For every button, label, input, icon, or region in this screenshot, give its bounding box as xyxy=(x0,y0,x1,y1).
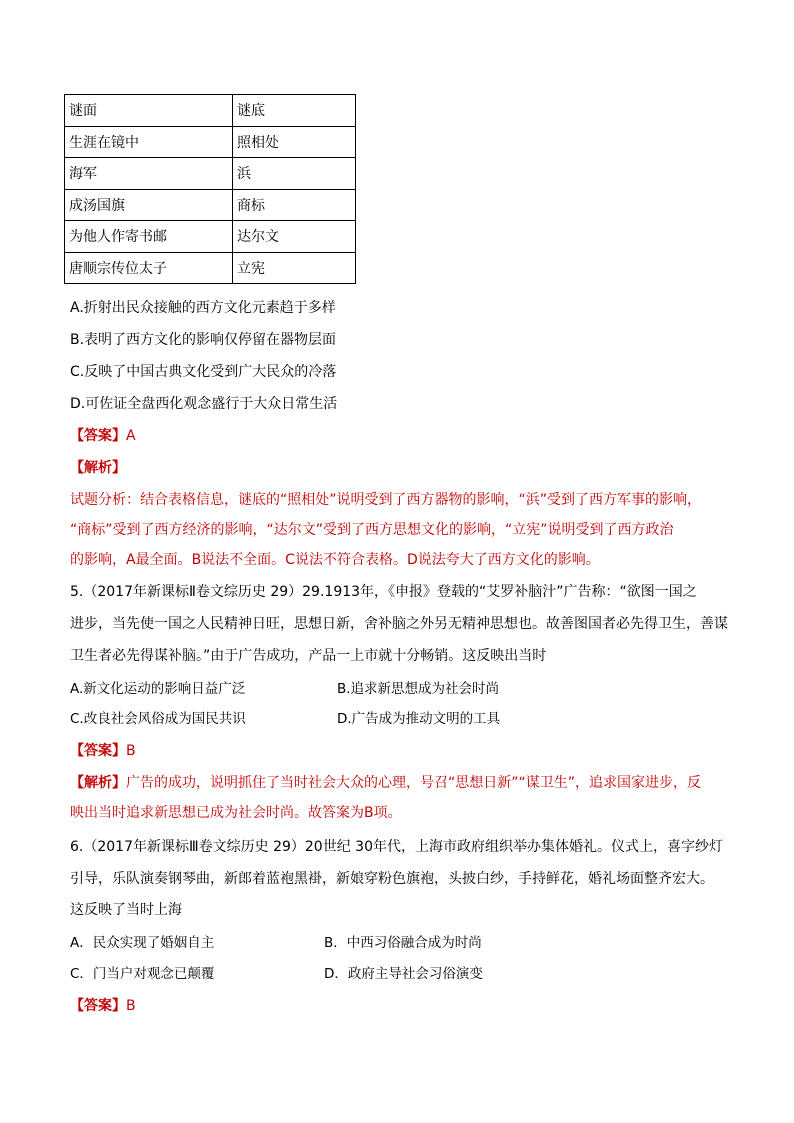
analysis-text: 广告的成功，说明抓住了当时社会大众的心理，号召“思想日新”“谋卫生”，追求国家进步，反 xyxy=(126,775,702,791)
q4-answer xyxy=(70,426,136,446)
table-row xyxy=(65,158,356,190)
table-row xyxy=(65,221,356,253)
answer-value: B xyxy=(126,743,136,759)
q6-option-a: A．民众实现了婚姻自主 xyxy=(70,935,215,951)
table-cell: 海军 xyxy=(65,158,233,190)
answer-label: 【答案】 xyxy=(70,743,126,759)
answer-value: B xyxy=(126,998,136,1014)
table-header-cell: 谜面 xyxy=(65,95,233,127)
riddle-table xyxy=(64,94,356,284)
table-cell: 为他人作寄书邮 xyxy=(65,221,233,253)
table-row xyxy=(65,126,356,158)
q6-option-b: B．中西习俗融合成为时尚 xyxy=(324,935,482,951)
q6-answer xyxy=(70,996,136,1016)
q6-option-d: D．政府主导社会习俗演变 xyxy=(324,966,483,982)
q6-option-c: C．门当户对观念已颠覆 xyxy=(70,966,215,982)
table-cell: 生涯在镜中 xyxy=(65,126,233,158)
table-cell: 浜 xyxy=(233,158,356,190)
table-row xyxy=(65,252,356,284)
q4-analysis-label xyxy=(70,458,126,478)
answer-value: A xyxy=(126,428,136,444)
q4-analysis-line: 试题分析：结合表格信息，谜底的“照相处”说明受到了西方器物的影响，“浜”受到了西方军事的影响， xyxy=(70,492,702,508)
answer-label: 【答案】 xyxy=(70,428,126,444)
q4-option-d: D.可佐证全盘西化观念盛行于大众日常生活 xyxy=(70,396,338,412)
q5-analysis-line-2: 映出当时追求新思想已成为社会时尚。故答案为B项。 xyxy=(70,805,402,821)
q6-stem-line: 引导，乐队演奏钢琴曲，新郎着蓝袍黑褂，新娘穿粉色旗袍，头披白纱，手持鲜花，婚礼场面整齐宏大。 xyxy=(70,871,714,887)
q5-option-b: B.追求新思想成为社会时尚 xyxy=(337,681,500,697)
q5-answer xyxy=(70,741,136,761)
q5-stem-line: 进步，当先使一国之人民精神日旺，思想日新，舍补脑之外另无精神思想也。故善图国者必先得卫生，善谋 xyxy=(70,616,728,632)
table-cell: 立宪 xyxy=(233,252,356,284)
q5-stem-line: 5.（2017年新课标Ⅱ卷文综历史 29）29.1913年，《申报》登载的“艾罗补脑汁”广告称：“欲图一国之 xyxy=(70,584,697,600)
q6-stem-line: 这反映了当时上海 xyxy=(70,902,182,918)
table-header-cell: 谜底 xyxy=(233,95,356,127)
table-row xyxy=(65,189,356,221)
q6-stem-line: 6.（2017年新课标Ⅲ卷文综历史 29）20世纪 30年代，上海市政府组织举办集体婚礼。仪式上，喜字纱灯 xyxy=(70,839,723,855)
q4-option-c: C.反映了中国古典文化受到广大民众的冷落 xyxy=(70,364,337,380)
table-cell: 达尔文 xyxy=(233,221,356,253)
table-cell: 唐顺宗传位太子 xyxy=(65,252,233,284)
q5-analysis-line-1 xyxy=(70,773,726,793)
table-cell: 照相处 xyxy=(233,126,356,158)
q5-stem-line: 卫生者必先得谋补脑。”由于广告成功，产品一上市就十分畅销。这反映出当时 xyxy=(70,648,547,664)
q4-option-a: A.折射出民众接触的西方文化元素趋于多样 xyxy=(70,300,336,316)
table-cell: 商标 xyxy=(233,189,356,221)
analysis-label: 【解析】 xyxy=(70,460,126,476)
q4-analysis-line: “商标”受到了西方经济的影响，“达尔文”受到了西方思想文化的影响，“立宪”说明受到了西方政治 xyxy=(70,522,674,538)
table-header-row xyxy=(65,95,356,127)
q4-analysis-line: 的影响，A最全面。B说法不全面。C说法不符合表格。D说法夸大了西方文化的影响。 xyxy=(70,552,600,568)
answer-label: 【答案】 xyxy=(70,998,126,1014)
q5-option-d: D.广告成为推动文明的工具 xyxy=(337,711,501,727)
analysis-label: 【解析】 xyxy=(70,775,126,791)
q5-option-c: C.改良社会风俗成为国民共识 xyxy=(70,711,246,727)
q4-option-b: B.表明了西方文化的影响仅停留在器物层面 xyxy=(70,332,337,348)
table-cell: 成汤国旗 xyxy=(65,189,233,221)
q5-option-a: A.新文化运动的影响日益广泛 xyxy=(70,681,246,697)
